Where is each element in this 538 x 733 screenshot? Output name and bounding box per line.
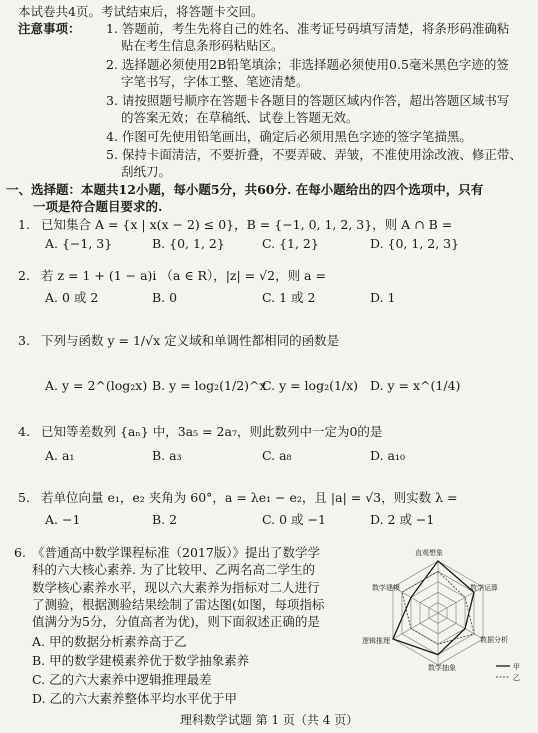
q5-number: 5.	[18, 490, 30, 505]
q2-option-d: D. 1	[370, 290, 396, 305]
q6-option-d: D. 乙的六大素养整体平均水平优于甲	[32, 691, 238, 706]
q3-number: 3.	[18, 333, 30, 348]
q6-option-a: A. 甲的数据分析素养高于乙	[32, 634, 187, 649]
q1-number: 1.	[18, 217, 30, 232]
radar-label-reasoning: 逻辑推理	[362, 637, 390, 645]
q1-option-b: B. {0, 1, 2}	[152, 236, 225, 251]
q3-stem: 下列与函数 y = 1/√x 定义域和单调性都相同的函数是	[41, 333, 340, 348]
q6-stem-line-1: 《普通高中数学课程标准（2017版）》提出了数学学	[32, 545, 321, 560]
legend-jia-label: 甲	[513, 663, 520, 671]
q1-option-a: A. {−1, 3}	[45, 236, 113, 251]
intro-line: 本试卷共4页。考试结束后，将答题卡交回。	[18, 4, 264, 19]
q4-option-c: C. a₈	[262, 448, 292, 463]
q2-option-b: B. 0	[152, 290, 178, 305]
q2-number: 2.	[18, 268, 30, 283]
q4-option-a: A. a₁	[45, 448, 75, 463]
q1-option-d: D. {0, 1, 2, 3}	[370, 236, 460, 251]
section-title-cont: 一项是符合题目要求的.	[33, 199, 163, 214]
note-3b: 的答案无效；在草稿纸、试卷上答题无效。	[121, 110, 359, 125]
note-1a: 1. 答题前，考生先将自己的姓名、准考证号码填写清楚，将条形码准确粘	[106, 21, 510, 36]
q6-stem-line-4: 了测验，根据测验结果绘制了雷达图(如图，每项指标	[32, 597, 325, 612]
q3-option-c: C. y = log₂(1/x)	[262, 378, 359, 393]
note-5b: 刮纸刀。	[121, 164, 172, 179]
note-1b: 贴在考生信息条形码粘贴区。	[121, 38, 284, 53]
q2-option-a: A. 0 或 2	[45, 290, 99, 305]
radar-label-data-analysis: 数据分析	[480, 636, 508, 644]
q5-option-a: A. −1	[45, 512, 81, 527]
radar-label-visual: 直观想象	[415, 549, 443, 557]
note-3a: 3. 请按照题号顺序在答题卡各题目的答题区域内作答，超出答题区域书写	[106, 93, 510, 108]
section-title: 一、选择题：本题共12小题，每小题5分，共60分. 在每小题给出的四个选项中，只有	[6, 182, 484, 197]
q4-option-b: B. a₃	[152, 448, 182, 463]
q4-number: 4.	[18, 424, 30, 439]
q3-option-d: D. y = x^(1/4)	[370, 378, 461, 393]
q6-option-c: C. 乙的六大素养中逻辑推理最差	[32, 672, 212, 687]
q2-option-c: C. 1 或 2	[262, 290, 316, 305]
q3-option-a: A. y = 2^(log₂x)	[45, 378, 148, 393]
q1-stem: 已知集合 A = {x | x(x − 2) ≤ 0}，B = {−1, 0, 1, 2, 3}，则 A ∩ B =	[41, 217, 453, 232]
q5-stem: 若单位向量 e₁，e₂ 夹角为 60°，a = λe₁ − e₂，且 |a| = √3，则实数 λ =	[41, 490, 458, 505]
q6-number: 6.	[14, 545, 26, 560]
radar-label-abstraction: 数学抽象	[428, 664, 456, 672]
q6-stem-line-2: 科的六大核心素养. 为了比较甲、乙两名高二学生的	[32, 562, 315, 577]
q3-option-b: B. y = log₂(1/2)^x	[152, 378, 267, 393]
legend-yi-label: 乙	[513, 674, 520, 682]
q6-stem-line-3: 数学核心素养水平，现以六大素养为指标对二人进行	[32, 580, 320, 595]
q6-stem-line-5: 值满分为5分，分值高者为优)，则下面叙述正确的是	[32, 614, 320, 629]
q2-stem: 若 z = 1 + (1 − a)i （a ∈ R），|z| = √2，则 a =	[41, 268, 326, 283]
note-2a: 2. 选择题必须使用2B铅笔填涂；非选择题必须使用0.5毫米黑色字迹的签	[106, 57, 509, 72]
notice-label: 注意事项：	[18, 21, 81, 36]
q1-option-c: C. {1, 2}	[262, 236, 319, 251]
radar-label-operation: 数学运算	[470, 584, 498, 592]
q4-stem: 已知等差数列 {aₙ} 中，3a₅ = 2a₇，则此数列中一定为0的是	[41, 424, 383, 439]
note-5a: 5. 保持卡面清洁，不要折叠，不要弄破、弄皱，不准使用涂改液、修正带、	[106, 147, 522, 162]
note-4: 4. 作图可先使用铅笔画出，确定后必须用黑色字迹的签字笔描黑。	[106, 129, 472, 144]
radar-chart	[362, 546, 536, 698]
radar-label-modeling: 数学建模	[372, 584, 400, 592]
radar-axis	[438, 613, 483, 639]
note-2b: 字笔书写，字体工整、笔迹清楚。	[121, 74, 309, 89]
q6-option-b: B. 甲的数学建模素养优于数学抽象素养	[32, 653, 250, 668]
q5-option-d: D. 2 或 −1	[370, 512, 435, 527]
radar-axis	[393, 613, 438, 639]
page-footer: 理科数学试题 第 1 页（共 4 页）	[179, 713, 359, 727]
q4-option-d: D. a₁₀	[370, 448, 405, 463]
q5-option-c: C. 0 或 −1	[262, 512, 326, 527]
q5-option-b: B. 2	[152, 512, 178, 527]
